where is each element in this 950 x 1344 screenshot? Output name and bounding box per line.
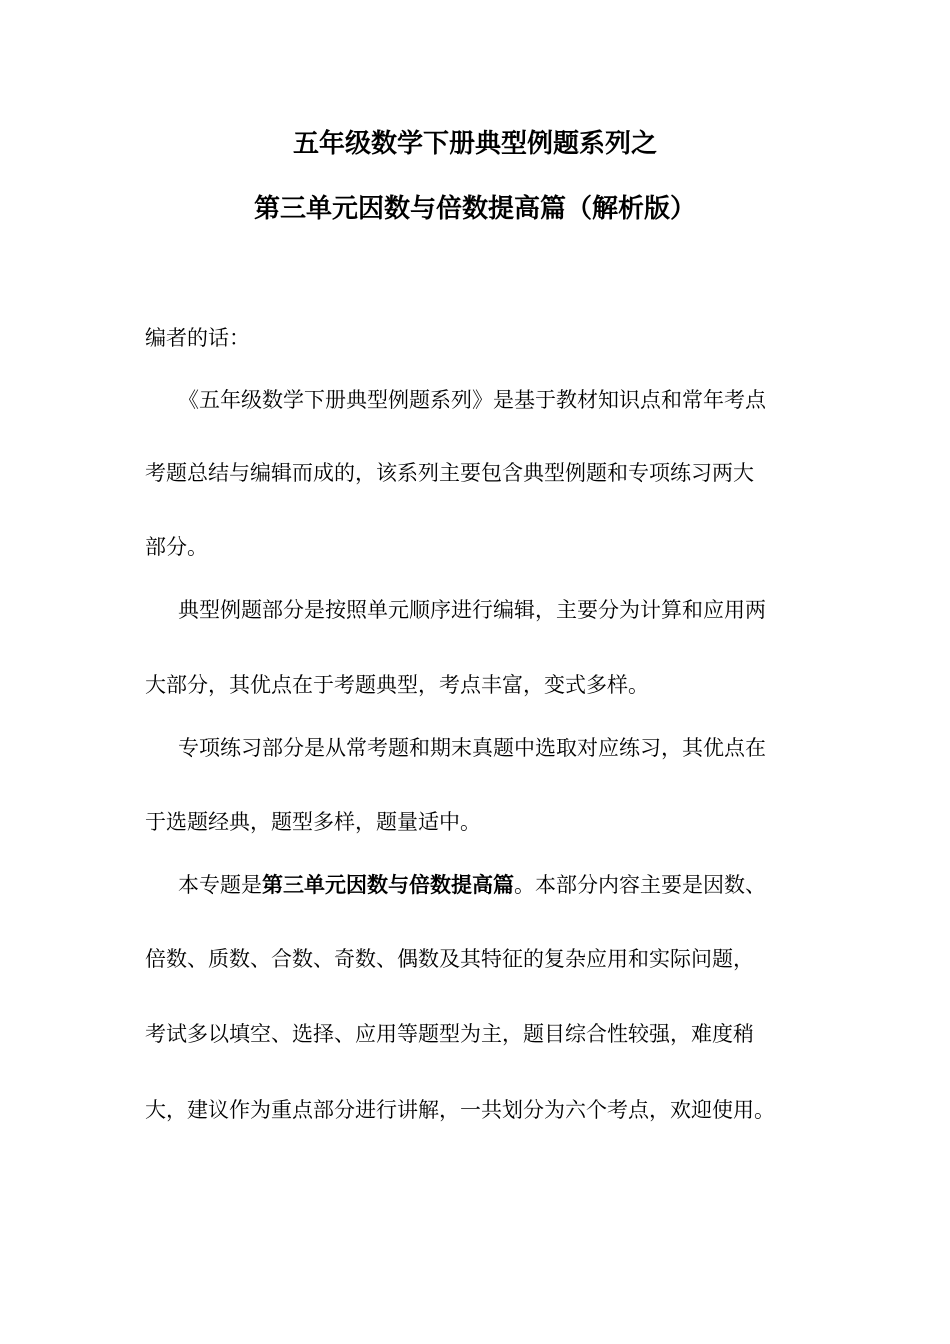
paragraph-4-bold-topic: 第三单元因数与倍数提高篇 <box>262 873 514 897</box>
paragraph-3-line-1: 专项练习部分是从常考题和期末真题中选取对应练习，其优点在 <box>178 736 766 760</box>
paragraph-4-intro: 本专题是 <box>178 873 262 897</box>
paragraph-2-line-1: 典型例题部分是按照单元顺序进行编辑，主要分为计算和应用两 <box>178 598 766 622</box>
paragraph-1-line-3: 部分。 <box>145 535 208 559</box>
paragraph-4-line-4: 大，建议作为重点部分进行讲解，一共划分为六个考点，欢迎使用。 <box>145 1098 775 1122</box>
paragraph-1-line-1: 《五年级数学下册典型例题系列》是基于教材知识点和常年考点 <box>178 388 766 412</box>
paragraph-4-line-1 <box>178 870 766 900</box>
document-title-line-1: 五年级数学下册典型例题系列之 <box>292 129 657 159</box>
paragraph-3-line-2: 于选题经典，题型多样，题量适中。 <box>145 810 481 834</box>
document-title-line-2: 第三单元因数与倍数提高篇（解析版） <box>253 194 696 224</box>
paragraph-2-line-2: 大部分，其优点在于考题典型，考点丰富，变式多样。 <box>145 673 649 697</box>
paragraph-1-line-2: 考题总结与编辑而成的，该系列主要包含典型例题和专项练习两大 <box>145 461 754 485</box>
editor-note-label: 编者的话： <box>145 326 250 350</box>
paragraph-4-rest: 。本部分内容主要是因数、 <box>514 873 766 897</box>
paragraph-4-line-3: 考试多以填空、选择、应用等题型为主，题目综合性较强，难度稍 <box>145 1022 754 1046</box>
paragraph-4-line-2: 倍数、质数、合数、奇数、偶数及其特征的复杂应用和实际问题， <box>145 947 754 971</box>
